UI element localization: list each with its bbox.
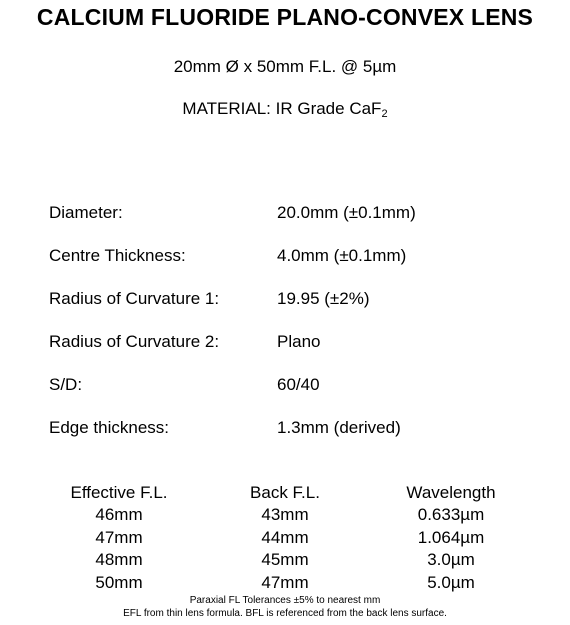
spec-label: Centre Thickness: (49, 246, 186, 265)
table-cell: 50mm (95, 572, 143, 592)
material-subscript: 2 (381, 108, 388, 120)
column-header: Back F.L. (250, 483, 320, 502)
table-cell: 45mm (261, 550, 309, 570)
table-header-row (28, 482, 542, 504)
spec-label: Radius of Curvature 2: (49, 332, 220, 351)
table-row (28, 527, 542, 550)
lens-spec-subtitle: 20mm Ø x 50mm F.L. @ 5µm (173, 57, 397, 76)
spec-label: Edge thickness: (49, 418, 170, 437)
table-cell: 1.064µm (417, 527, 485, 547)
spec-row-diameter (49, 203, 529, 246)
spec-row-sd (49, 375, 529, 418)
spec-value: 4.0mm (±0.1mm) (277, 246, 407, 265)
table-cell: 43mm (261, 505, 309, 525)
spec-value: 1.3mm (derived) (277, 418, 401, 437)
table-cell: 47mm (261, 572, 309, 592)
table-row (28, 549, 542, 572)
spec-value: 20.0mm (±0.1mm) (277, 203, 416, 222)
spec-label: S/D: (49, 375, 83, 394)
table-cell: 5.0µm (427, 572, 475, 592)
column-header: Effective F.L. (70, 483, 168, 502)
table-row (28, 504, 542, 527)
spec-row-radius-2 (49, 332, 529, 375)
material-text: MATERIAL: IR Grade CaF (182, 99, 382, 118)
table-cell: 47mm (95, 527, 143, 547)
spec-value: 19.95 (±2%) (277, 289, 370, 308)
column-header: Wavelength (406, 483, 496, 502)
document-title: CALCIUM FLUORIDE PLANO-CONVEX LENS (36, 4, 534, 30)
table-cell: 44mm (261, 527, 309, 547)
table-cell: 46mm (95, 505, 143, 525)
efl-note: EFL from thin lens formula. BFL is referenced from the back lens surface. (123, 608, 447, 619)
spec-list (49, 203, 529, 461)
spec-row-centre-thickness (49, 246, 529, 289)
table-cell: 0.633µm (417, 505, 485, 525)
table-cell: 3.0µm (427, 550, 475, 570)
table-row (28, 572, 542, 595)
spec-row-edge-thickness (49, 418, 529, 461)
spec-row-radius-1 (49, 289, 529, 332)
spec-label: Radius of Curvature 1: (49, 289, 220, 308)
spec-value: 60/40 (277, 375, 320, 394)
material-line (0, 99, 570, 119)
focal-length-table (28, 482, 542, 594)
tolerance-note: Paraxial FL Tolerances ±5% to nearest mm (189, 595, 381, 606)
spec-value: Plano (277, 332, 321, 351)
spec-label: Diameter: (49, 203, 123, 222)
table-cell: 48mm (95, 550, 143, 570)
